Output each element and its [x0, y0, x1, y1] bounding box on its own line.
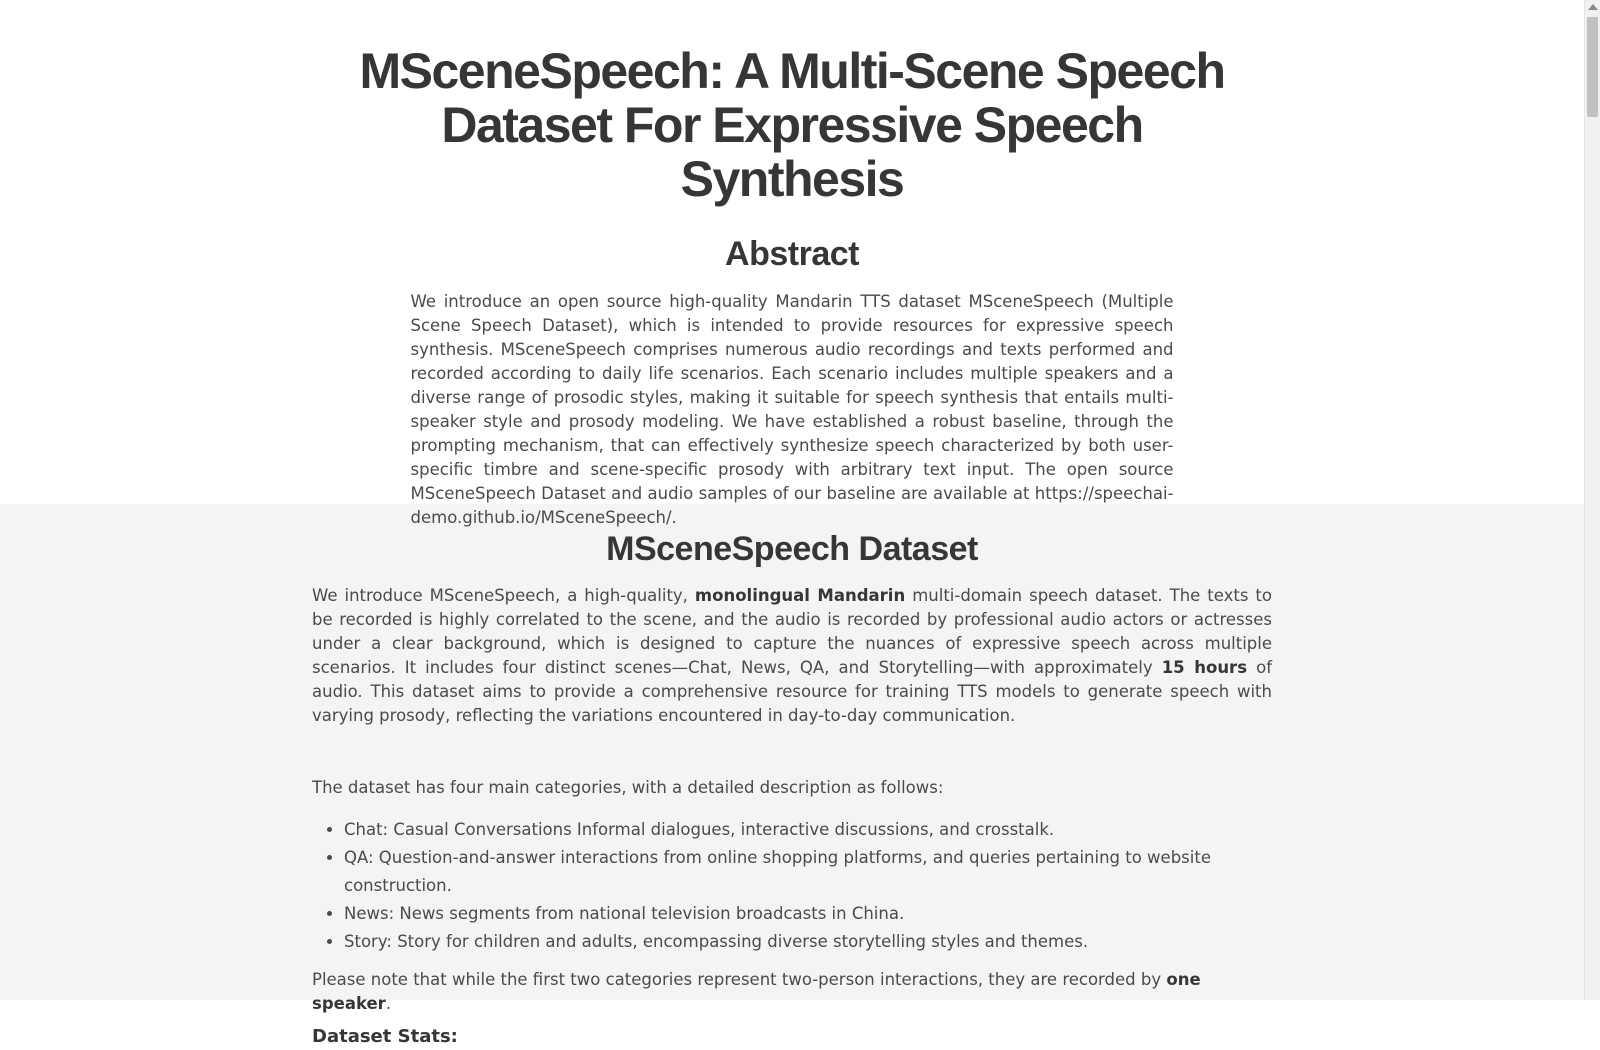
dataset-stats-heading: Dataset Stats: — [312, 1026, 458, 1047]
note-text-2: . — [385, 994, 392, 1013]
category-item-qa: • QA: Question-and-answer interactions from online shopping platforms, and queries pertaining to website construction. — [344, 844, 1272, 900]
dataset-intro — [312, 584, 1272, 728]
intro-text-2: multi-domain speech dataset. The texts to be recorded is highly correlated to the scene, and the audio is recorded by professional audio actors or actresses under a clear background, which is designed to capture the nuances of expressive speech across multiple scenarios. It includes four distinct scenes—Chat, News, QA, and Storytelling—with approximately — [312, 586, 1273, 677]
abstract-text: We introduce an open source high-quality Mandarin TTS dataset MSceneSpeech (Multiple Scene Speech Dataset), which is intended to provide resources for expressive speech synthesis. MSceneSpeech comprises numerous audio recordings and texts performed and recorded according to daily life scenarios. Each scenario includes multiple speakers and a diverse range of prosodic styles, making it suitable for speech synthesis that entails multi-speaker style and prosody modeling. We have established a robust baseline, through the prompting mechanism, that can effectively synthesize speech characterized by both user-specific timbre and scene-specific prosody with arbitrary text input. The open source MSceneSpeech Dataset and audio samples of our baseline are available at https://speechai-demo.github.io/MSceneSpeech/. — [410, 292, 1174, 527]
abstract-heading: Abstract — [725, 235, 859, 273]
category-item-chat: • Chat: Casual Conversations Informal dialogues, interactive discussions, and crosstalk. — [344, 816, 1272, 844]
vertical-scrollbar[interactable] — [1584, 0, 1600, 1000]
dataset-content — [312, 584, 1272, 1050]
dataset-heading: MSceneSpeech Dataset — [606, 530, 978, 568]
intro-text-3: of audio. This dataset aims to provide a comprehensive resource for training TTS models to generate speech with varying prosody, reflecting the variations encountered in day-to-day communication. — [312, 658, 1273, 725]
intro-bold-hours: 15 hours — [1161, 658, 1248, 677]
intro-text-1: We introduce MSceneSpeech, a high-quality, — [312, 586, 695, 605]
categories-lead: The dataset has four main categories, with a detailed description as follows: — [312, 778, 944, 797]
scroll-up-arrow-icon[interactable] — [1588, 4, 1598, 10]
note-text-1: Please note that while the first two categories represent two-person interactions, they are recorded by — [312, 970, 1167, 989]
hero-section — [0, 0, 1584, 527]
category-list — [312, 816, 1272, 956]
intro-bold-language: monolingual Mandarin — [694, 586, 906, 605]
dataset-section — [0, 504, 1584, 1047]
note-bold-speaker: one speaker — [312, 970, 1201, 1013]
category-item-news: • News: News segments from national television broadcasts in China. — [344, 900, 1272, 928]
speaker-note — [312, 968, 1272, 1016]
category-item-story: • Story: Story for children and adults, encompassing diverse storytelling styles and themes. — [344, 928, 1272, 956]
scrollbar-thumb[interactable] — [1587, 17, 1598, 117]
page-title: MSceneSpeech: A Multi-Scene Speech Dataset For Expressive Speech Synthesis — [359, 43, 1225, 207]
